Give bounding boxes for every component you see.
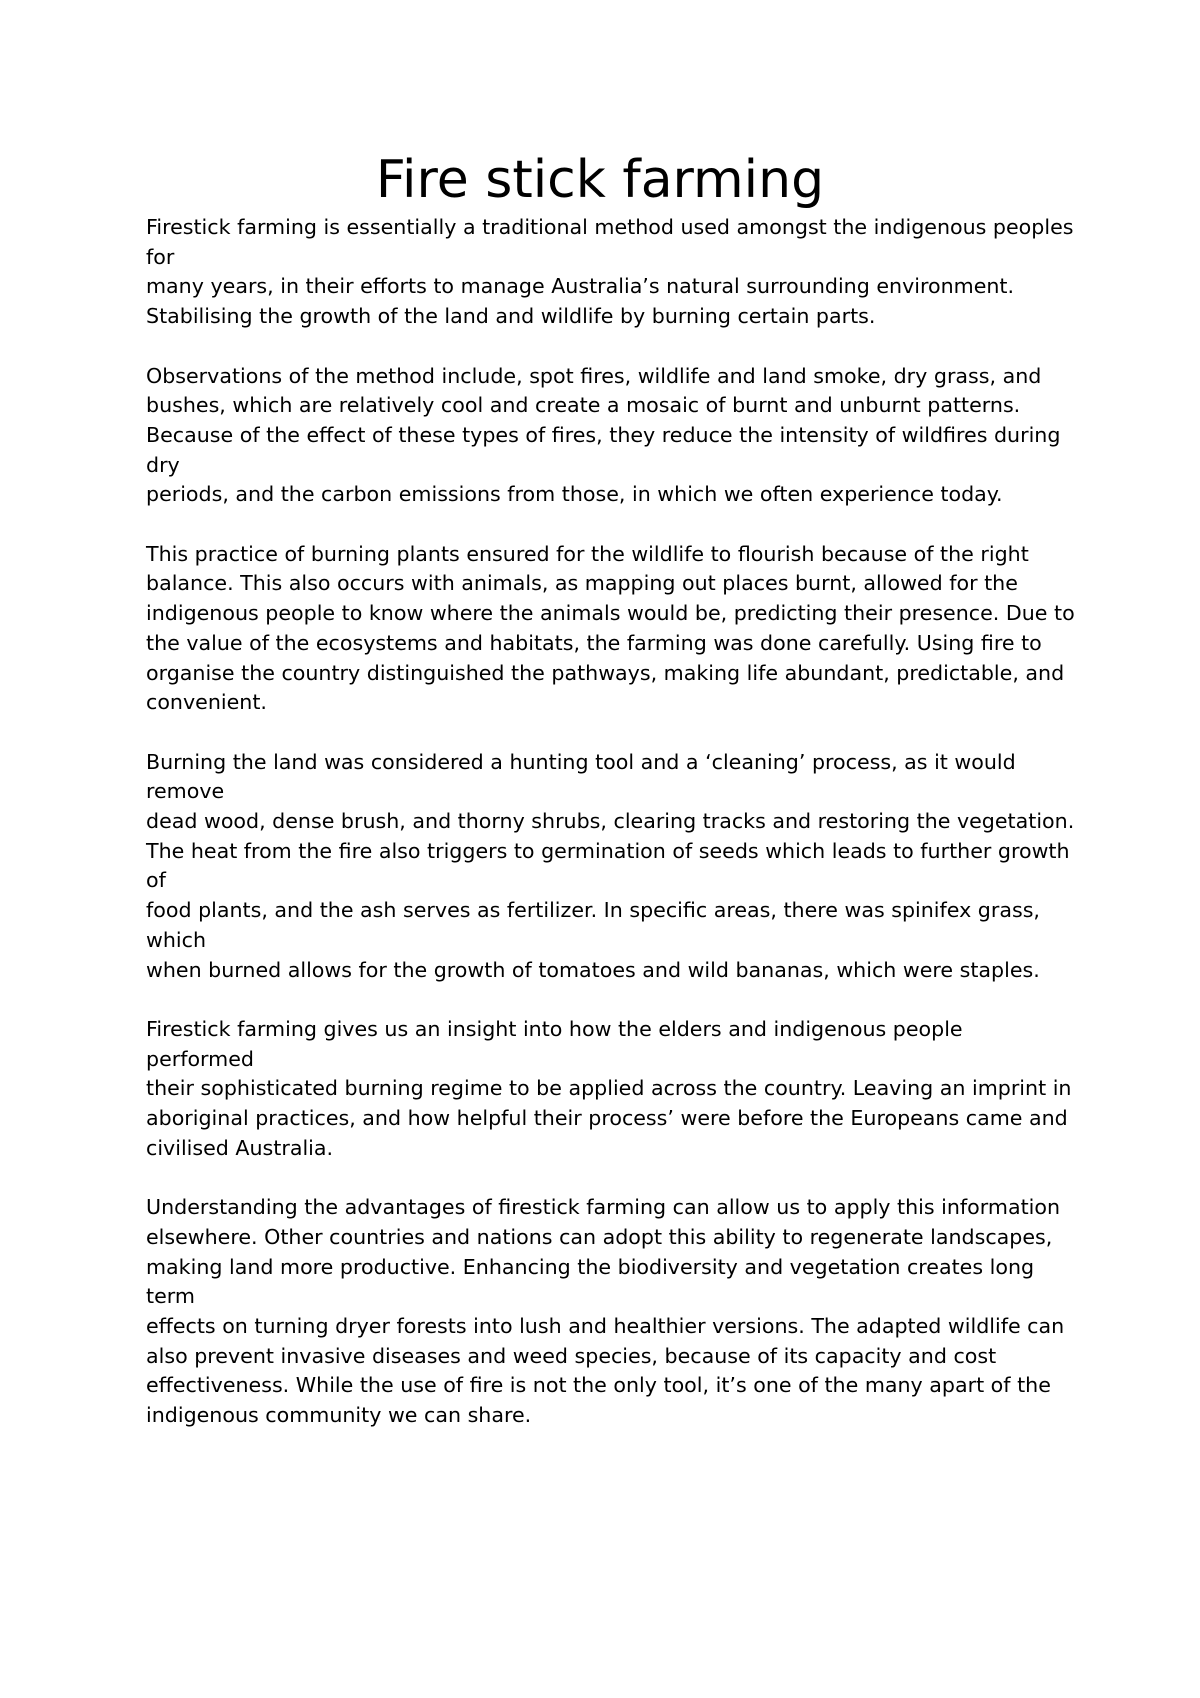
paragraph-advantages: Understanding the advantages of firestick farming can allow us to apply this information elsewhere. Other countries and nations can adopt this ability to regenerate landscapes, making land more productive. Enhancing the biodiversity and vegetation creates long term effects on turning dryer forests into lush and healthier versions. The adapted wildlife can also prevent invasive diseases and weed species, because of its capacity and cost effectiveness. While the use of fire is not the only tool, it’s one of the many apart of the indigenous community we can share.	[146, 1195, 1065, 1428]
paragraph-intro: Firestick farming is essentially a traditional method used amongst the indigenous peoples for many years, in their efforts to manage Australia’s natural surrounding environment. Stabilising the growth of the land and wildlife by burning certain parts.	[146, 215, 1074, 329]
paragraph-insight: Firestick farming gives us an insight into how the elders and indigenous people performed their sophisticated burning regime to be applied across the country. Leaving an imprint in aboriginal practices, and how helpful their process’ were before the Europeans came and civilised Australia.	[146, 1016, 1072, 1160]
paragraph-burning: Burning the land was considered a hunting tool and a ‘cleaning’ process, as it would remove dead wood, dense brush, and thorny shrubs, clearing tracks and restoring the vegetation. The heat from the fire also triggers to germination of seeds which leads to further growth of food plants, and the ash serves as fertilizer. In specific areas, there was spinifex grass, which when burned allows for the growth of tomatoes and wild bananas, which were staples.	[146, 749, 1075, 982]
document-body	[146, 213, 1076, 1460]
paragraph-observations: Observations of the method include, spot fires, wildlife and land smoke, dry grass, and bushes, which are relatively cool and create a mosaic of burnt and unburnt patterns. Because of the effect of these types of fires, they reduce the intensity of wildfires during dry periods, and the carbon emissions from those, in which we often experience today.	[146, 363, 1061, 507]
page-title: Fire stick farming	[375, 150, 825, 210]
paragraph-practice: This practice of burning plants ensured for the wildlife to flourish because of the right balance. This also occurs with animals, as mapping out places burnt, allowed for the indigenous people to know where the animals would be, predicting their presence. Due to the value of the ecosystems and habitats, the farming was done carefully. Using fire to organise the country distinguished the pathways, making life abundant, predictable, and convenient.	[146, 541, 1075, 715]
